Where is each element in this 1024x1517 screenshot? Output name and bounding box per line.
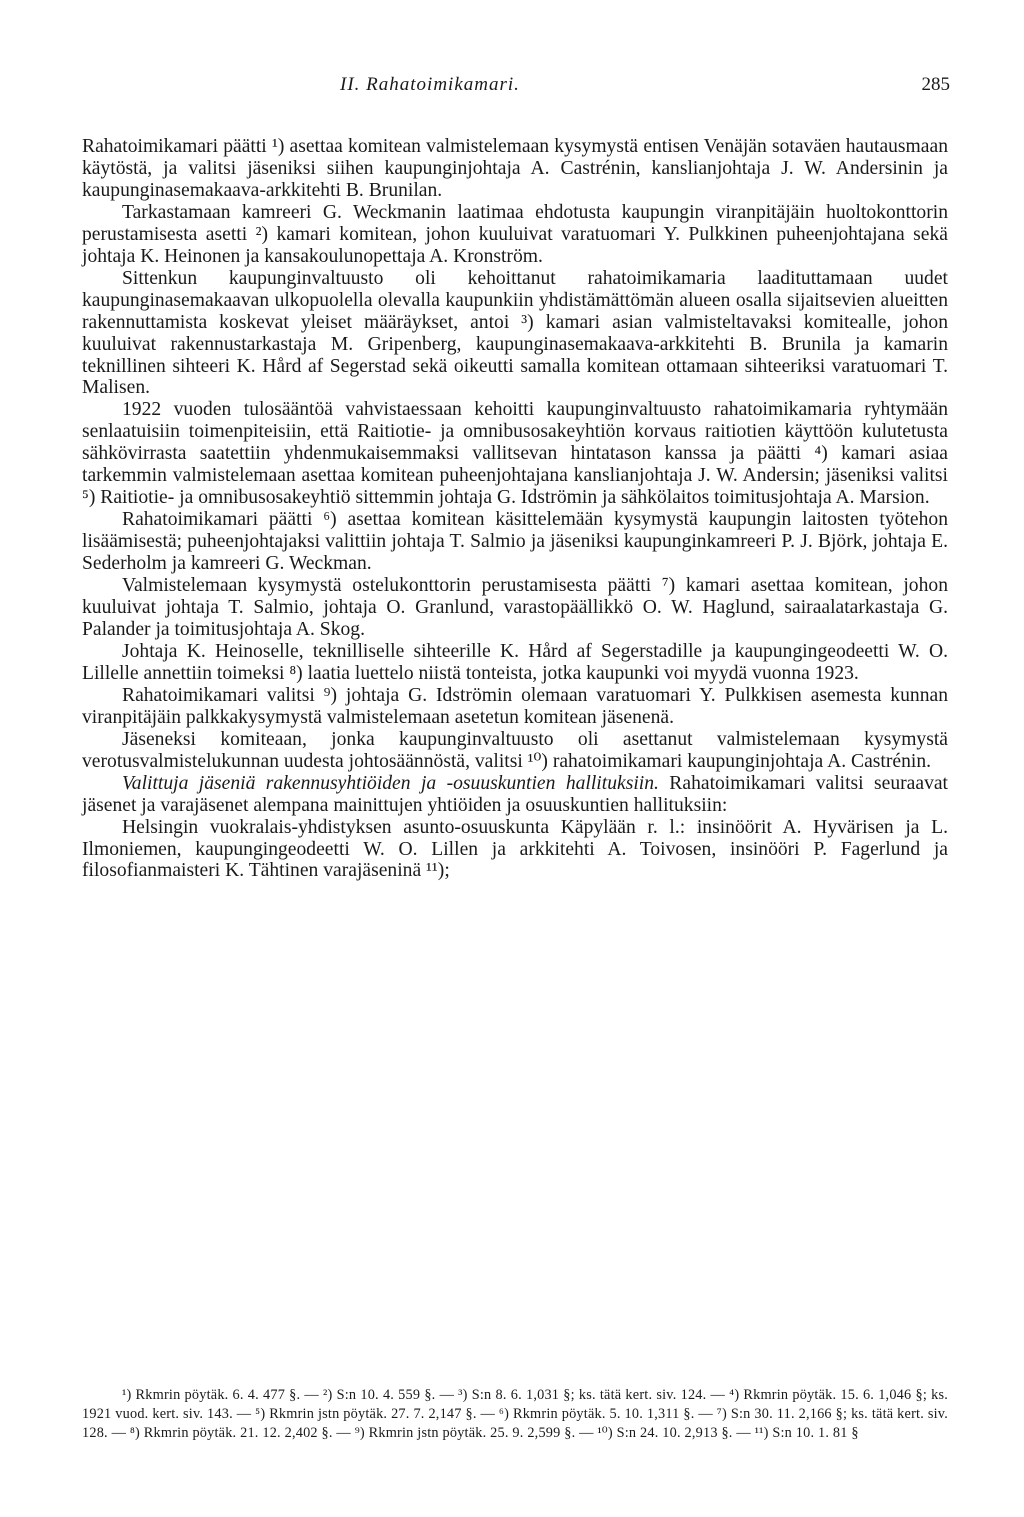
paragraph: Tarkastamaan kamreeri G. Weckmanin laatimaa ehdotusta kaupungin viranpitäjäin huoltokonttorin perustamisesta asetti ²) kamari komitean, johon kuuluivat varatuomari Y. Pulkkinen puheenjohtajana sekä johtaja K. Heinonen ja kansakoulunopettaja A. Kronström.	[82, 201, 948, 267]
footnotes	[82, 1386, 948, 1442]
running-title: II. Rahatoimikamari.	[340, 74, 520, 95]
paragraph: Jäseneksi komiteaan, jonka kaupunginvaltuusto oli asettanut valmistelemaan kysymystä verotusvalmistelukunnan uudesta johtosäännöstä, valitsi ¹⁰) rahatoimikamari kaupunginjohtaja A. Castrénin.	[82, 728, 948, 772]
paragraph: Sittenkun kaupunginvaltuusto oli kehoittanut rahatoimikamaria laadituttamaan uudet kaupunginasemakaavan ulkopuolella olevalla kaupunkiin yhdistämättömän alueen osalla sijaitsevien alueitten rakennuttamista koskevat yleiset määräykset, antoi ³) kamari asian valmisteltavaksi komitealle, johon kuuluivat rakennustarkastaja M. Gripenberg, kaupunginasemakaava-arkkitehti B. Brunila ja kamarin teknillinen sihteeri K. Hård af Segerstad sekä oikeutti samalla komitean ottamaan sihteeriksi varatuomari T. Malisen.	[82, 267, 948, 399]
body-text	[82, 136, 948, 882]
paragraph-text: Rahatoimikamari valitsi seuraavat jäsenet ja varajäsenet alempana mainittujen yhtiöiden ja osuuskuntien hallituksiin:	[82, 772, 949, 816]
section-heading: Valittuja jäseniä rakennusyhtiöiden ja -osuuskuntien hallituksiin.	[122, 772, 659, 794]
page-number: 285	[921, 74, 950, 95]
paragraph: Valmistelemaan kysymystä ostelukonttorin perustamisesta päätti ⁷) kamari asettaa komitean, johon kuuluivat johtaja T. Salmio, johtaja O. Granlund, varastopäällikkö O. W. Haglund, sairaalatarkastaja G. Palander ja toimitusjohtaja A. Skog.	[82, 575, 948, 640]
paragraph: Helsingin vuokralais-yhdistyksen asunto-osuuskunta Käpylään r. l.: insinöörit A. Hyvärisen ja L. Ilmoniemen, kaupungingeodeetti W. O. Lillen ja arkkitehti A. Toivosen, insinööri P. Fagerlund ja filosofianmaisteri K. Tähtinen varajäseninä ¹¹);	[82, 816, 948, 882]
running-header	[80, 74, 950, 102]
paragraph: Rahatoimikamari päätti ¹) asettaa komitean valmistelemaan kysymystä entisen Venäjän sotaväen hautausmaan käytöstä, ja valitsi jäseniksi siihen kaupunginjohtaja A. Castrénin, kanslianjohtaja J. W. Andersinin ja kaupunginasemakaava-arkkitehti B. Brunilan.	[82, 136, 948, 201]
paragraph: Rahatoimikamari valitsi ⁹) johtaja G. Idströmin olemaan varatuomari Y. Pulkkisen asemesta kunnan viranpitäjäin palkkakysymystä valmistelemaan asetetun komitean jäsenenä.	[82, 684, 948, 728]
paragraph: Rahatoimikamari päätti ⁶) asettaa komitean käsittelemään kysymystä kaupungin laitosten työtehon lisäämisestä; puheenjohtajaksi valittiin johtaja T. Salmio ja jäseniksi kaupunginkamreeri P. J. Björk, johtaja E. Sederholm ja kamreeri G. Weckman.	[82, 509, 948, 575]
paragraph	[82, 773, 948, 817]
paragraph: 1922 vuoden tulosääntöä vahvistaessaan kehoitti kaupunginvaltuusto rahatoimikamaria ryhtymään senlaatuisiin toimenpiteisiin, että Raitiotie- ja omnibusosakeyhtiön korvaus raitiotien käyttöön kulutetusta sähkövirrasta saatettiin yhdenmukaisemmaksi vallitsevan hintatason kanssa ja päätti ⁴) kamari asiaa tarkemmin valmistelemaan asettaa komitean puheenjohtajana kanslianjohtaja J. W. Andersin; jäseniksi valitsi ⁵) Raitiotie- ja omnibusosakeyhtiö sittemmin johtaja G. Idströmin ja sähkölaitos toimitusjohtaja A. Marsion.	[82, 399, 948, 509]
paragraph: Johtaja K. Heinoselle, teknilliselle sihteerille K. Hård af Segerstadille ja kaupungingeodeetti W. O. Lillelle annettiin toimeksi ⁸) laatia luettelo niistä tonteista, jotka kaupunki voi myydä vuonna 1923.	[82, 640, 948, 684]
footnote-text: ¹) Rkmrin pöytäk. 6. 4. 477 §. — ²) S:n 10. 4. 559 §. — ³) S:n 8. 6. 1,031 §; ks. tätä kert. siv. 124. — ⁴) Rkmrin pöytäk. 15. 6. 1,046 §; ks. 1921 vuod. kert. siv. 143. — ⁵) Rkmrin jstn pöytäk. 27. 7. 2,147 §. — ⁶) Rkmrin pöytäk. 5. 10. 1,311 §. — ⁷) S:n 30. 11. 2,166 §; ks. tätä kert. siv. 128. — ⁸) Rkmrin pöytäk. 21. 12. 2,402 §. — ⁹) Rkmrin jstn pöytäk. 25. 9. 2,599 §. — ¹⁰) S:n 24. 10. 2,913 §. — ¹¹) S:n 10. 1. 81 §	[82, 1387, 948, 1441]
